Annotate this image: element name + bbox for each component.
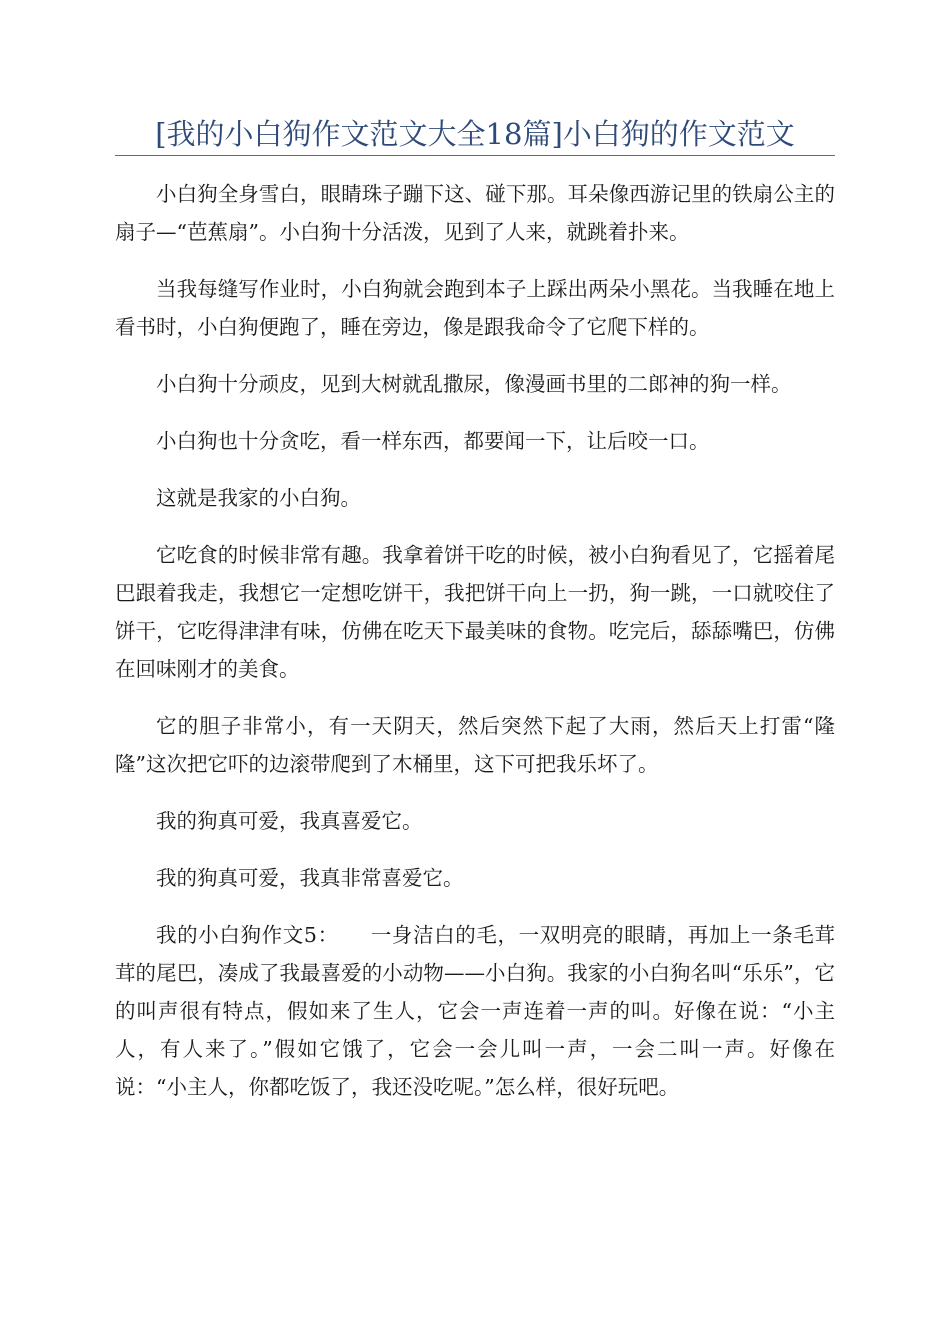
paragraph: 小白狗也十分贪吃，看一样东西，都要闻一下，让后咬一口。 (156, 429, 710, 453)
paragraph: 它吃食的时候非常有趣。我拿着饼干吃的时候，被小白狗看见了，它摇着尾巴跟着我走，我想它一定想吃饼干，我把饼干向上一扔，狗一跳，一口就咬住了饼干，它吃得津津有味，仿佛在吃天下最美味的食物。吃完后，舔舔嘴巴，仿佛在回味刚才的美食。 (115, 543, 835, 681)
paragraph: 小白狗全身雪白，眼睛珠子蹦下这、碰下那。耳朵像西游记里的铁扇公主的扇子—“芭蕉扇”。小白狗十分活泼，见到了人来，就跳着扑来。 (115, 182, 835, 244)
title-underline (115, 155, 835, 156)
paragraph: 我的狗真可爱，我真喜爱它。 (156, 809, 423, 833)
page-title: [我的小白狗作文范文大全18篇]小白狗的作文范文 (155, 117, 795, 151)
paragraph: 当我每缝写作业时，小白狗就会跑到本子上踩出两朵小黑花。当我睡在地上看书时，小白狗便跑了，睡在旁边，像是跟我命令了它爬下样的。 (115, 277, 835, 339)
paragraph: 小白狗十分顽皮，见到大树就乱撒尿，像漫画书里的二郎神的狗一样。 (156, 372, 792, 396)
paragraph: 它的胆子非常小，有一天阴天，然后突然下起了大雨，然后天上打雷“隆隆”这次把它吓的边滚带爬到了木桶里，这下可把我乐坏了。 (115, 714, 835, 776)
paragraph: 我的狗真可爱，我真非常喜爱它。 (156, 866, 464, 890)
paragraph: 我的小白狗作文5： 一身洁白的毛，一双明亮的眼睛，再加上一条毛茸茸的尾巴，凑成了我最喜爱的小动物——小白狗。我家的小白狗名叫“乐乐”，它的叫声很有特点，假如来了生人，它会一声连着一声的叫。好像在说：“小主人，有人来了。”假如它饿了，它会一会儿叫一声，一会二叫一声。好像在说：“小主人，你都吃饭了，我还没吃呢。”怎么样，很好玩吧。 (115, 923, 835, 1099)
paragraph: 这就是我家的小白狗。 (156, 486, 361, 510)
article-body (115, 175, 835, 1125)
